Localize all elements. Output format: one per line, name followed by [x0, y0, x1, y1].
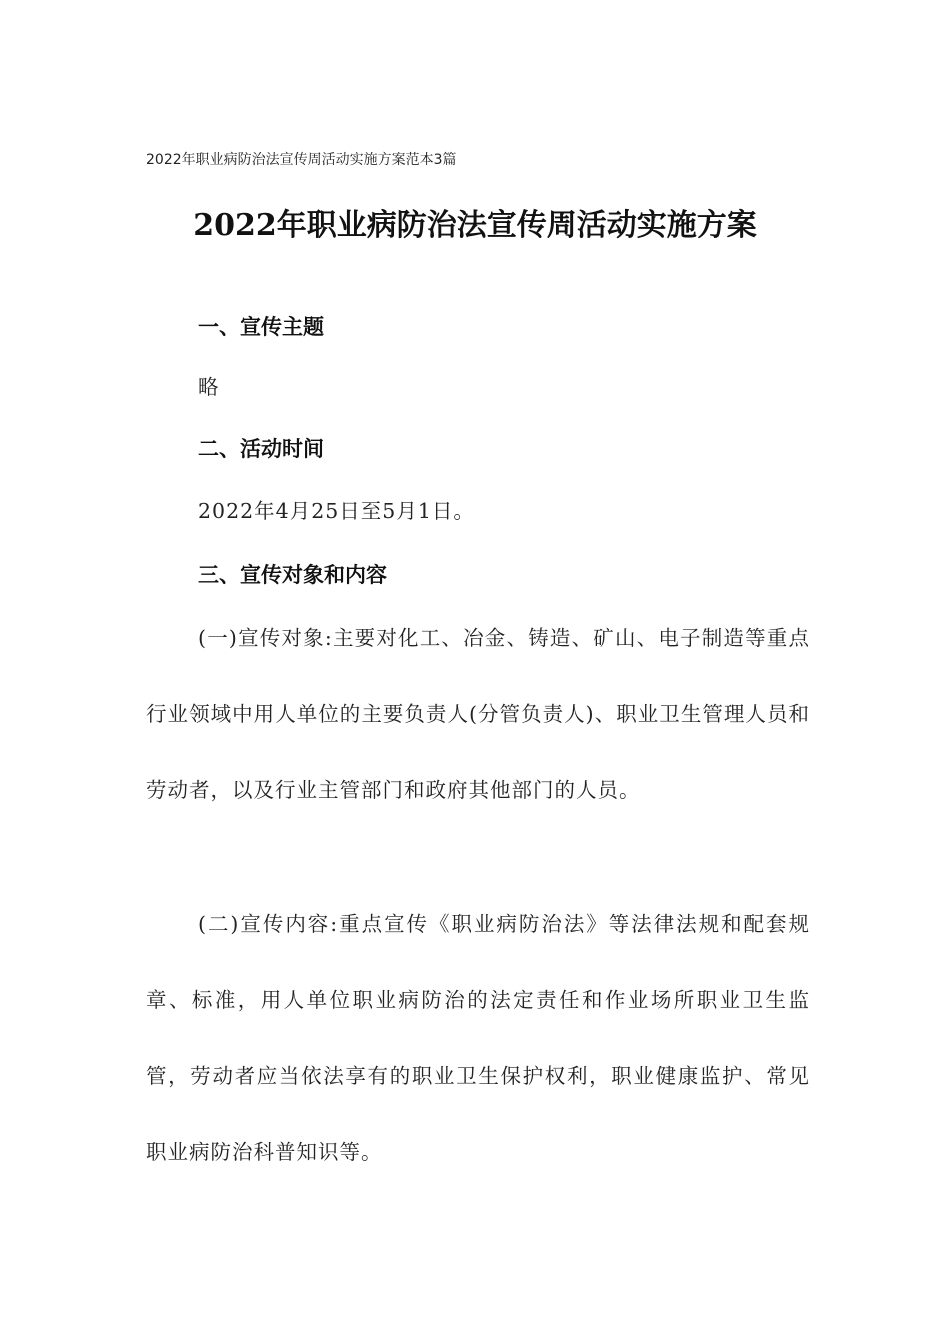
running-header: 2022年职业病防治法宣传周活动实施方案范本3篇: [146, 152, 457, 168]
paragraph-audience: (一)宣传对象:主要对化工、冶金、铸造、矿山、电子制造等重点行业领域中用人单位的主要负责人(分管负责人)、职业卫生管理人员和劳动者，以及行业主管部门和政府其他部门的人员。: [146, 626, 810, 802]
section-body-time: 2022年4月25日至5月1日。: [198, 499, 475, 523]
section-heading-time: 二、活动时间: [198, 437, 324, 461]
document-title: 2022年职业病防治法宣传周活动实施方案: [193, 208, 757, 243]
paragraph-content: (二)宣传内容:重点宣传《职业病防治法》等法律法规和配套规章、标准，用人单位职业病防治的法定责任和作业场所职业卫生监管，劳动者应当依法享有的职业卫生保护权利，职业健康监护、常见职业病防治科普知识等。: [146, 912, 810, 1164]
section-body-theme: 略: [198, 375, 220, 399]
section-heading-theme: 一、宣传主题: [198, 315, 324, 339]
section-heading-audience-content: 三、宣传对象和内容: [198, 563, 387, 587]
